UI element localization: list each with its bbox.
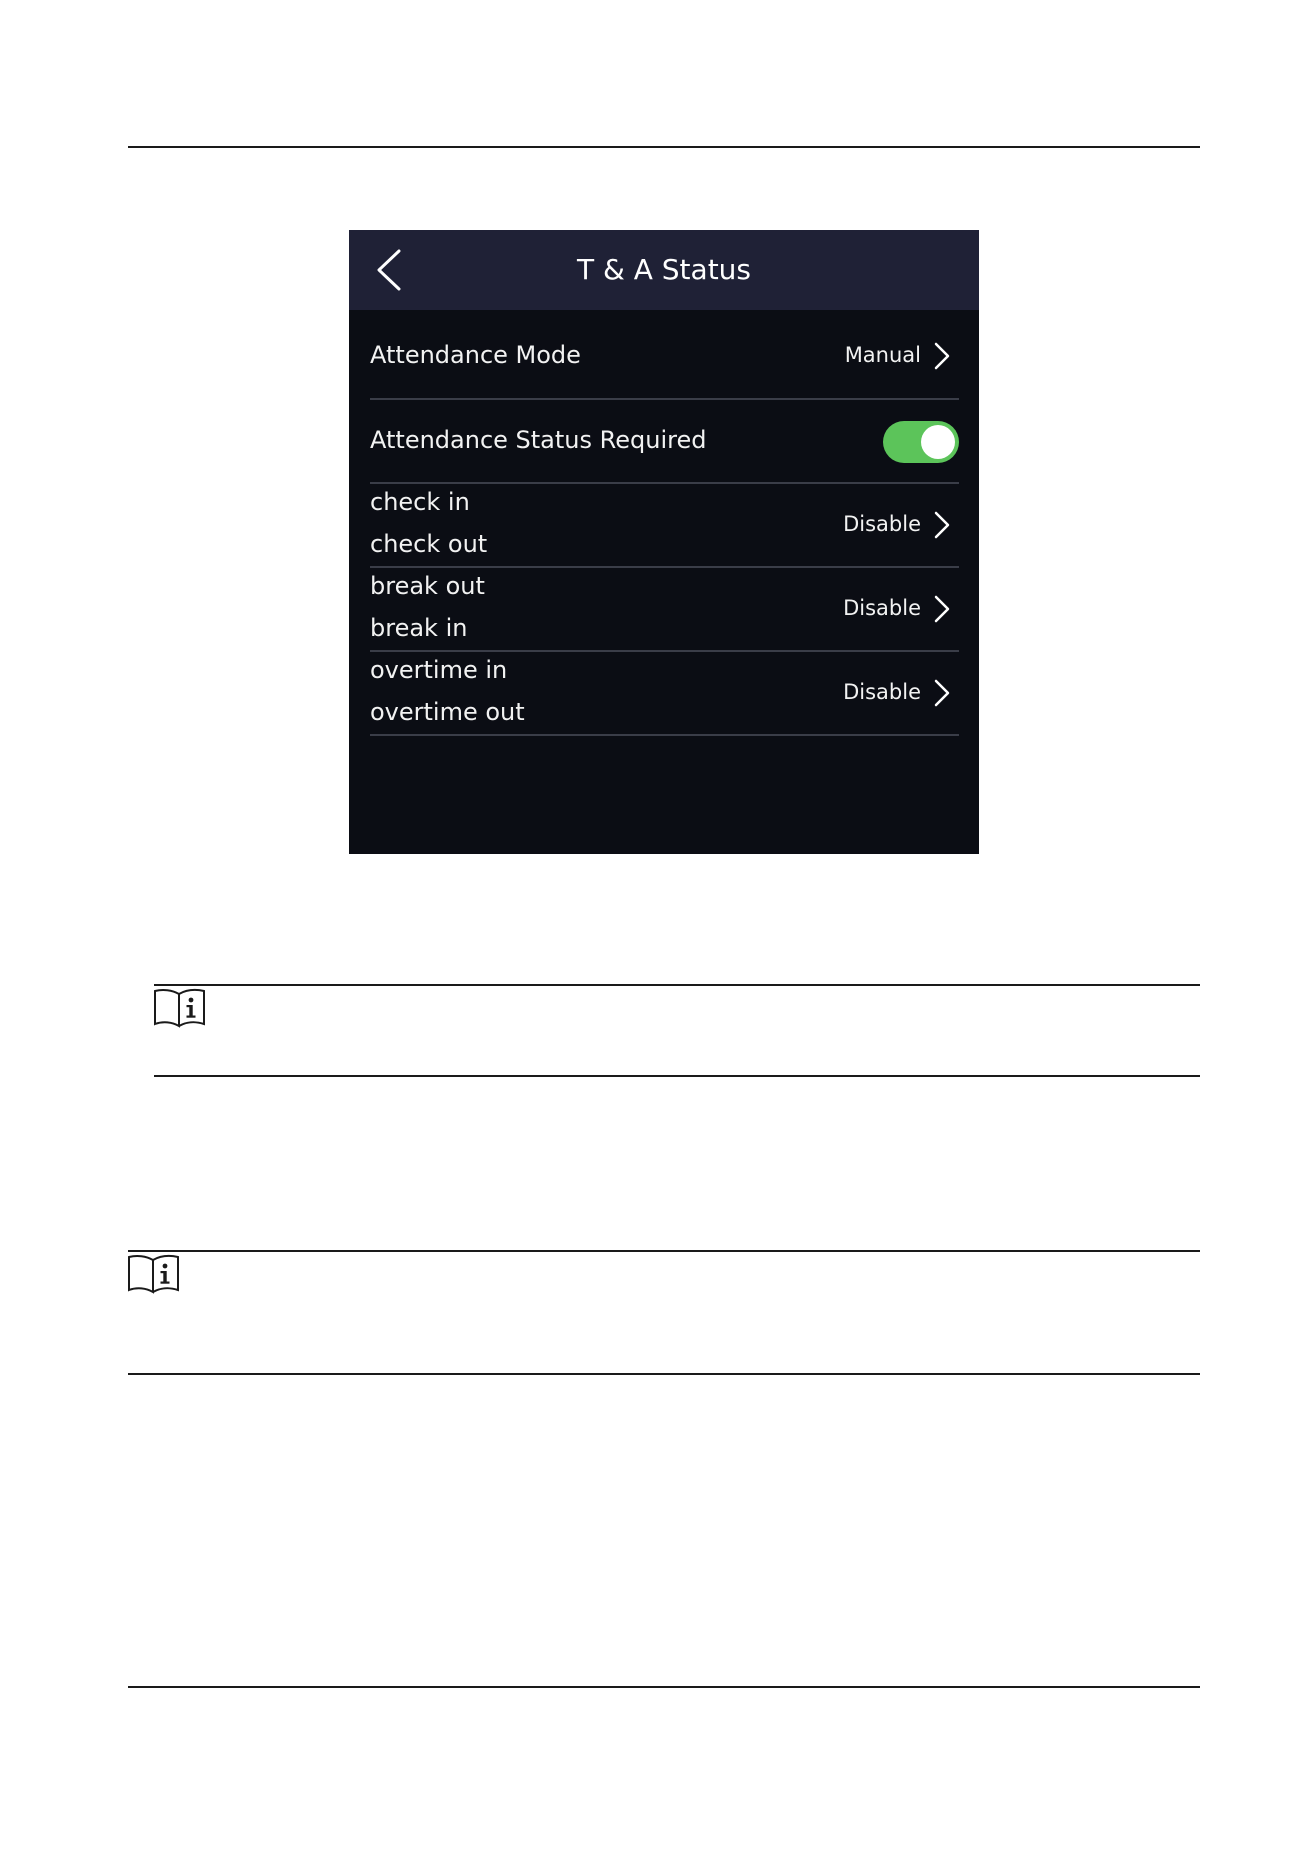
screen-title: T & A Status	[576, 253, 751, 286]
overtime-in-label: overtime in	[370, 656, 508, 684]
attendance-mode-label: Attendance Mode	[370, 341, 581, 369]
row-attendance-status-required	[370, 400, 959, 484]
row-break-out-in[interactable]	[370, 568, 959, 652]
chevron-right-icon	[933, 511, 951, 539]
row-check-in-out[interactable]	[370, 484, 959, 568]
note-top-rule	[128, 1250, 1200, 1252]
device-screen	[349, 230, 979, 854]
row-attendance-mode[interactable]	[370, 310, 959, 400]
break-out-label: break out	[370, 572, 485, 600]
check-out-label: check out	[370, 530, 488, 558]
overtime-in-out-value: Disable	[843, 680, 921, 704]
check-in-out-value: Disable	[843, 512, 921, 536]
attendance-mode-value: Manual	[844, 343, 921, 367]
toggle-knob	[921, 425, 955, 459]
check-in-label: check in	[370, 488, 470, 516]
row-overtime-in-out[interactable]	[370, 652, 959, 736]
break-in-label: break in	[370, 614, 468, 642]
note-bottom-rule	[154, 1075, 1200, 1077]
screen-header	[349, 230, 979, 310]
chevron-right-icon	[933, 595, 951, 623]
note-info-icon	[153, 988, 209, 1030]
note-top-rule	[154, 984, 1200, 986]
chevron-right-icon	[933, 342, 951, 370]
attendance-status-required-toggle[interactable]	[883, 421, 959, 463]
break-out-in-value: Disable	[843, 596, 921, 620]
note-info-icon	[127, 1254, 183, 1296]
footer-rule	[128, 1686, 1200, 1688]
overtime-out-label: overtime out	[370, 698, 525, 726]
header-rule	[128, 146, 1200, 148]
chevron-right-icon	[933, 679, 951, 707]
note-bottom-rule	[128, 1373, 1200, 1375]
attendance-status-required-label: Attendance Status Required	[370, 426, 707, 454]
